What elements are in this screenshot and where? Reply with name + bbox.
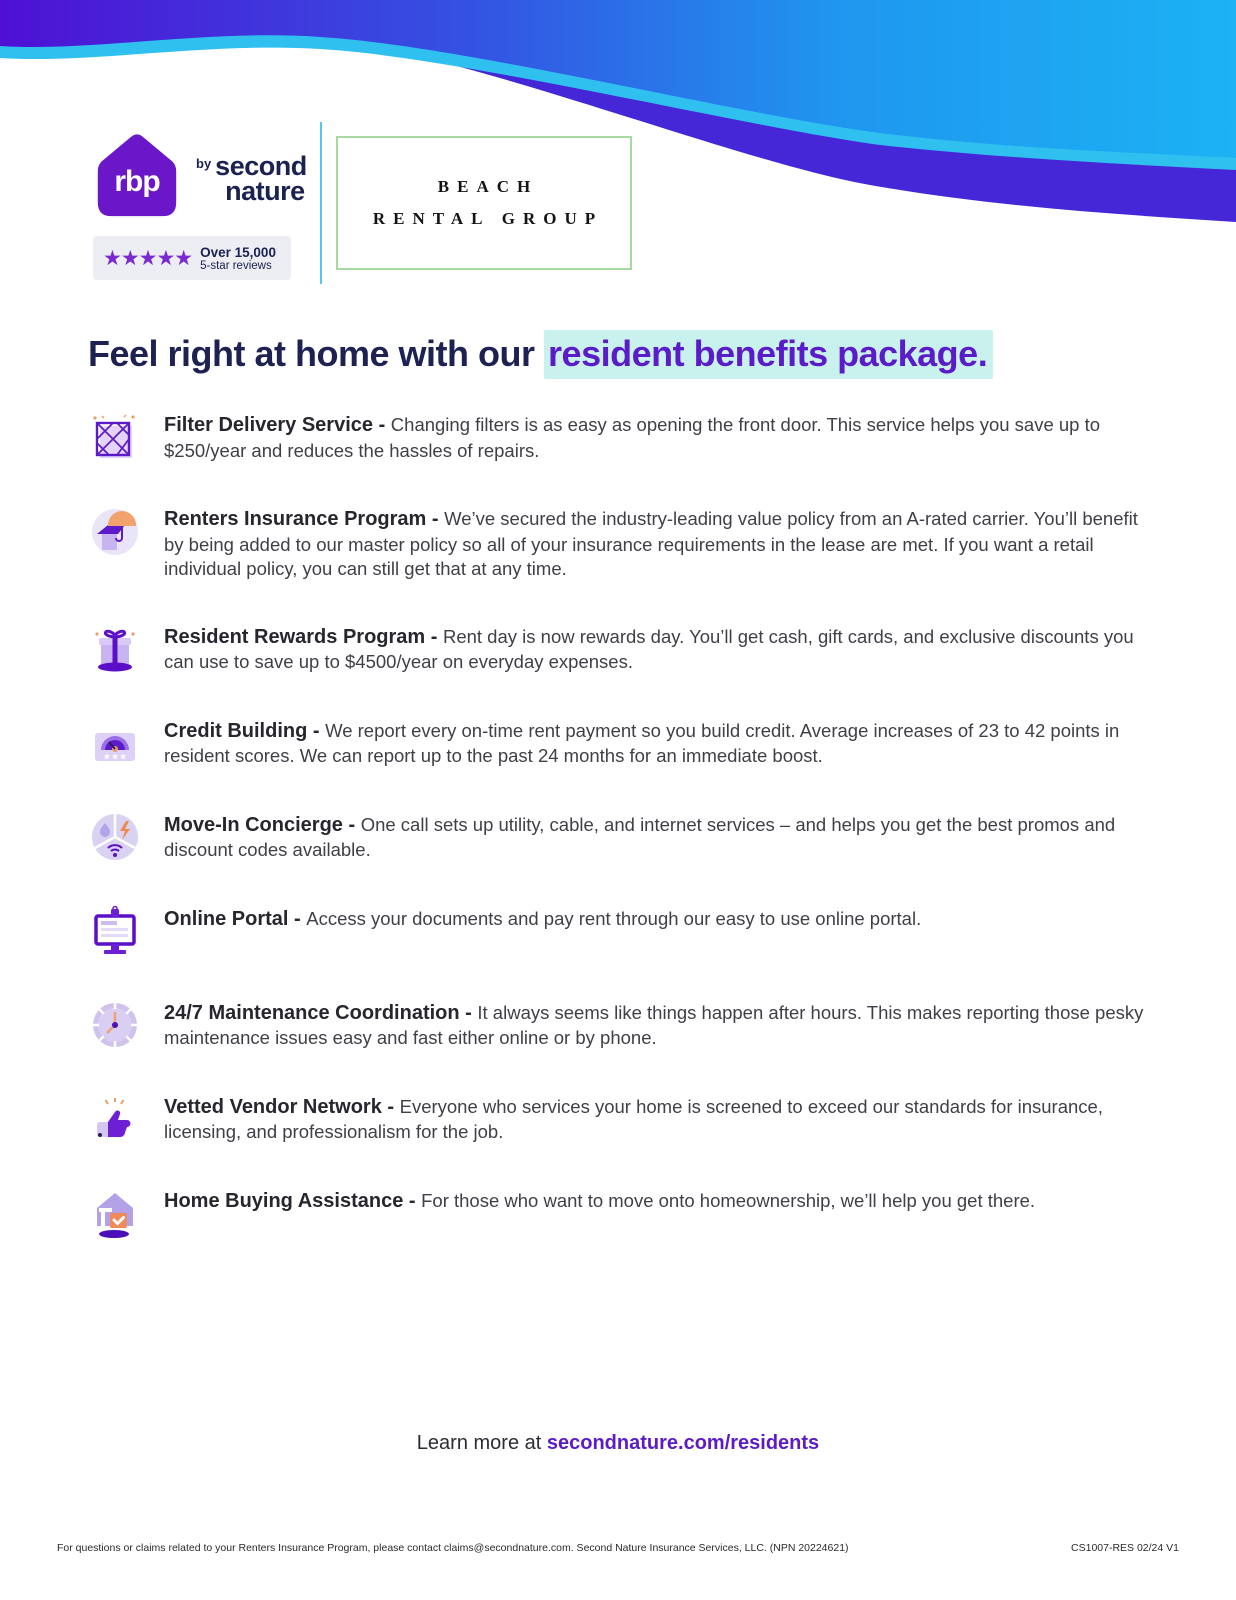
utilities-icon xyxy=(88,810,142,864)
benefit-text xyxy=(164,906,921,933)
benefit-item xyxy=(88,624,1154,676)
partner-name-line2: RENTAL GROUP xyxy=(372,209,604,228)
benefit-description: Changing filters is as easy as opening the front door. This service helps you save up to $250/year and reduces the hassles of repairs. xyxy=(164,414,1101,461)
by-label: by xyxy=(196,156,212,171)
benefit-description: Rent day is now rewards day. You’ll get cash, gift cards, and exclusive discounts you can use to save up to $4500/year on everyday expenses. xyxy=(164,625,1134,673)
benefit-description: We’ve secured the industry-leading value policy from an A-rated carrier. You’ll benefit by being added to our master policy so all of your insurance requirements in the lease are met. If you want a retail individual policy, you can still get that at any time. xyxy=(164,508,1138,580)
brand-name-line2: nature xyxy=(225,175,305,206)
fine-print-right: CS1007-RES 02/24 V1 xyxy=(1071,1542,1179,1554)
benefits-list xyxy=(88,412,1154,1282)
brand-name xyxy=(215,151,307,206)
partner-name-line1: BEACH xyxy=(437,177,539,196)
five-stars-icon: ★★★★★ xyxy=(103,246,193,270)
rbp-logo-text: rbp xyxy=(114,165,160,198)
benefit-text xyxy=(164,1188,1035,1215)
benefit-item xyxy=(88,812,1154,864)
reviews-count: Over 15,000 xyxy=(200,244,276,260)
benefit-description: We report every on-time rent payment so you build credit. Average increases of 23 to 42 points in resident scores. We can report up to the past 24 months for an immediate boost. xyxy=(164,719,1120,767)
benefit-text xyxy=(164,718,1154,769)
benefit-text xyxy=(164,624,1154,675)
benefit-title: Online Portal - xyxy=(164,907,307,930)
benefit-title: Vetted Vendor Network - xyxy=(164,1095,400,1118)
benefit-title: Home Buying Assistance - xyxy=(164,1189,422,1212)
benefit-text xyxy=(164,506,1154,582)
benefit-text xyxy=(164,1094,1154,1145)
reviews-label: 5-star reviews xyxy=(200,259,272,272)
fine-print xyxy=(57,1542,1179,1554)
page-title-highlight: resident benefits package. xyxy=(544,330,993,379)
brand-row xyxy=(0,120,1236,290)
benefit-title: 24/7 Maintenance Coordination - xyxy=(164,1001,478,1024)
benefit-title: Credit Building - xyxy=(164,719,326,742)
page-title xyxy=(88,333,993,375)
benefit-item xyxy=(88,718,1154,770)
benefit-item xyxy=(88,906,1154,958)
benefit-item xyxy=(88,1188,1154,1240)
house-check-icon xyxy=(88,1186,142,1240)
benefit-description: Everyone who services your home is screened to exceed our standards for insurance, licensing, and professionalism for the job. xyxy=(164,1095,1103,1143)
benefit-description: For those who want to move onto homeownership, we’ll help you get there. xyxy=(421,1189,1036,1211)
benefit-text xyxy=(164,412,1154,463)
benefit-title: Renters Insurance Program - xyxy=(164,508,445,530)
benefit-title: Move-In Concierge - xyxy=(164,813,361,836)
benefit-text xyxy=(164,1000,1154,1051)
benefit-item xyxy=(88,1000,1154,1052)
gift-icon xyxy=(88,622,142,676)
brand-divider xyxy=(320,122,322,284)
page-title-prefix: Feel right at home with our xyxy=(88,333,545,374)
fine-print-left: For questions or claims related to your Renters Insurance Program, please contact claims@secondnature.com. Second Nature Insurance Services, LLC. (NPN 20224621) xyxy=(57,1542,849,1554)
clock-icon xyxy=(88,998,142,1052)
benefit-item xyxy=(88,1094,1154,1146)
umbrella-house-icon xyxy=(88,504,142,558)
benefit-item xyxy=(88,506,1154,582)
benefit-description: It always seems like things happen after hours. This makes reporting those pesky maintenance issues easy and fast either online or by phone. xyxy=(164,1001,1144,1049)
benefit-item xyxy=(88,412,1154,464)
rbp-logo xyxy=(88,128,186,230)
filter-icon xyxy=(88,410,142,464)
thumbs-up-icon xyxy=(88,1092,142,1146)
brand-byline xyxy=(196,151,307,206)
learn-more-prefix: Learn more at xyxy=(416,1432,547,1454)
monitor-icon xyxy=(88,904,142,958)
credit-gauge-icon xyxy=(88,716,142,770)
learn-more-line xyxy=(0,1432,1236,1455)
benefit-text xyxy=(164,812,1154,863)
svg-text:★★★: ★★★ xyxy=(102,751,128,762)
reviews-badge xyxy=(93,236,291,280)
partner-logo-box xyxy=(336,136,632,270)
residents-link[interactable]: secondnature.com/residents xyxy=(546,1432,820,1454)
benefit-title: Resident Rewards Program - xyxy=(164,625,443,648)
benefit-description: Access your documents and pay rent through our easy to use online portal. xyxy=(306,907,922,929)
benefit-title: Filter Delivery Service - xyxy=(164,414,391,436)
brand-name-line1: second xyxy=(215,151,307,181)
benefit-description: One call sets up utility, cable, and internet services – and helps you get the best promos and discount codes available. xyxy=(164,813,1116,861)
